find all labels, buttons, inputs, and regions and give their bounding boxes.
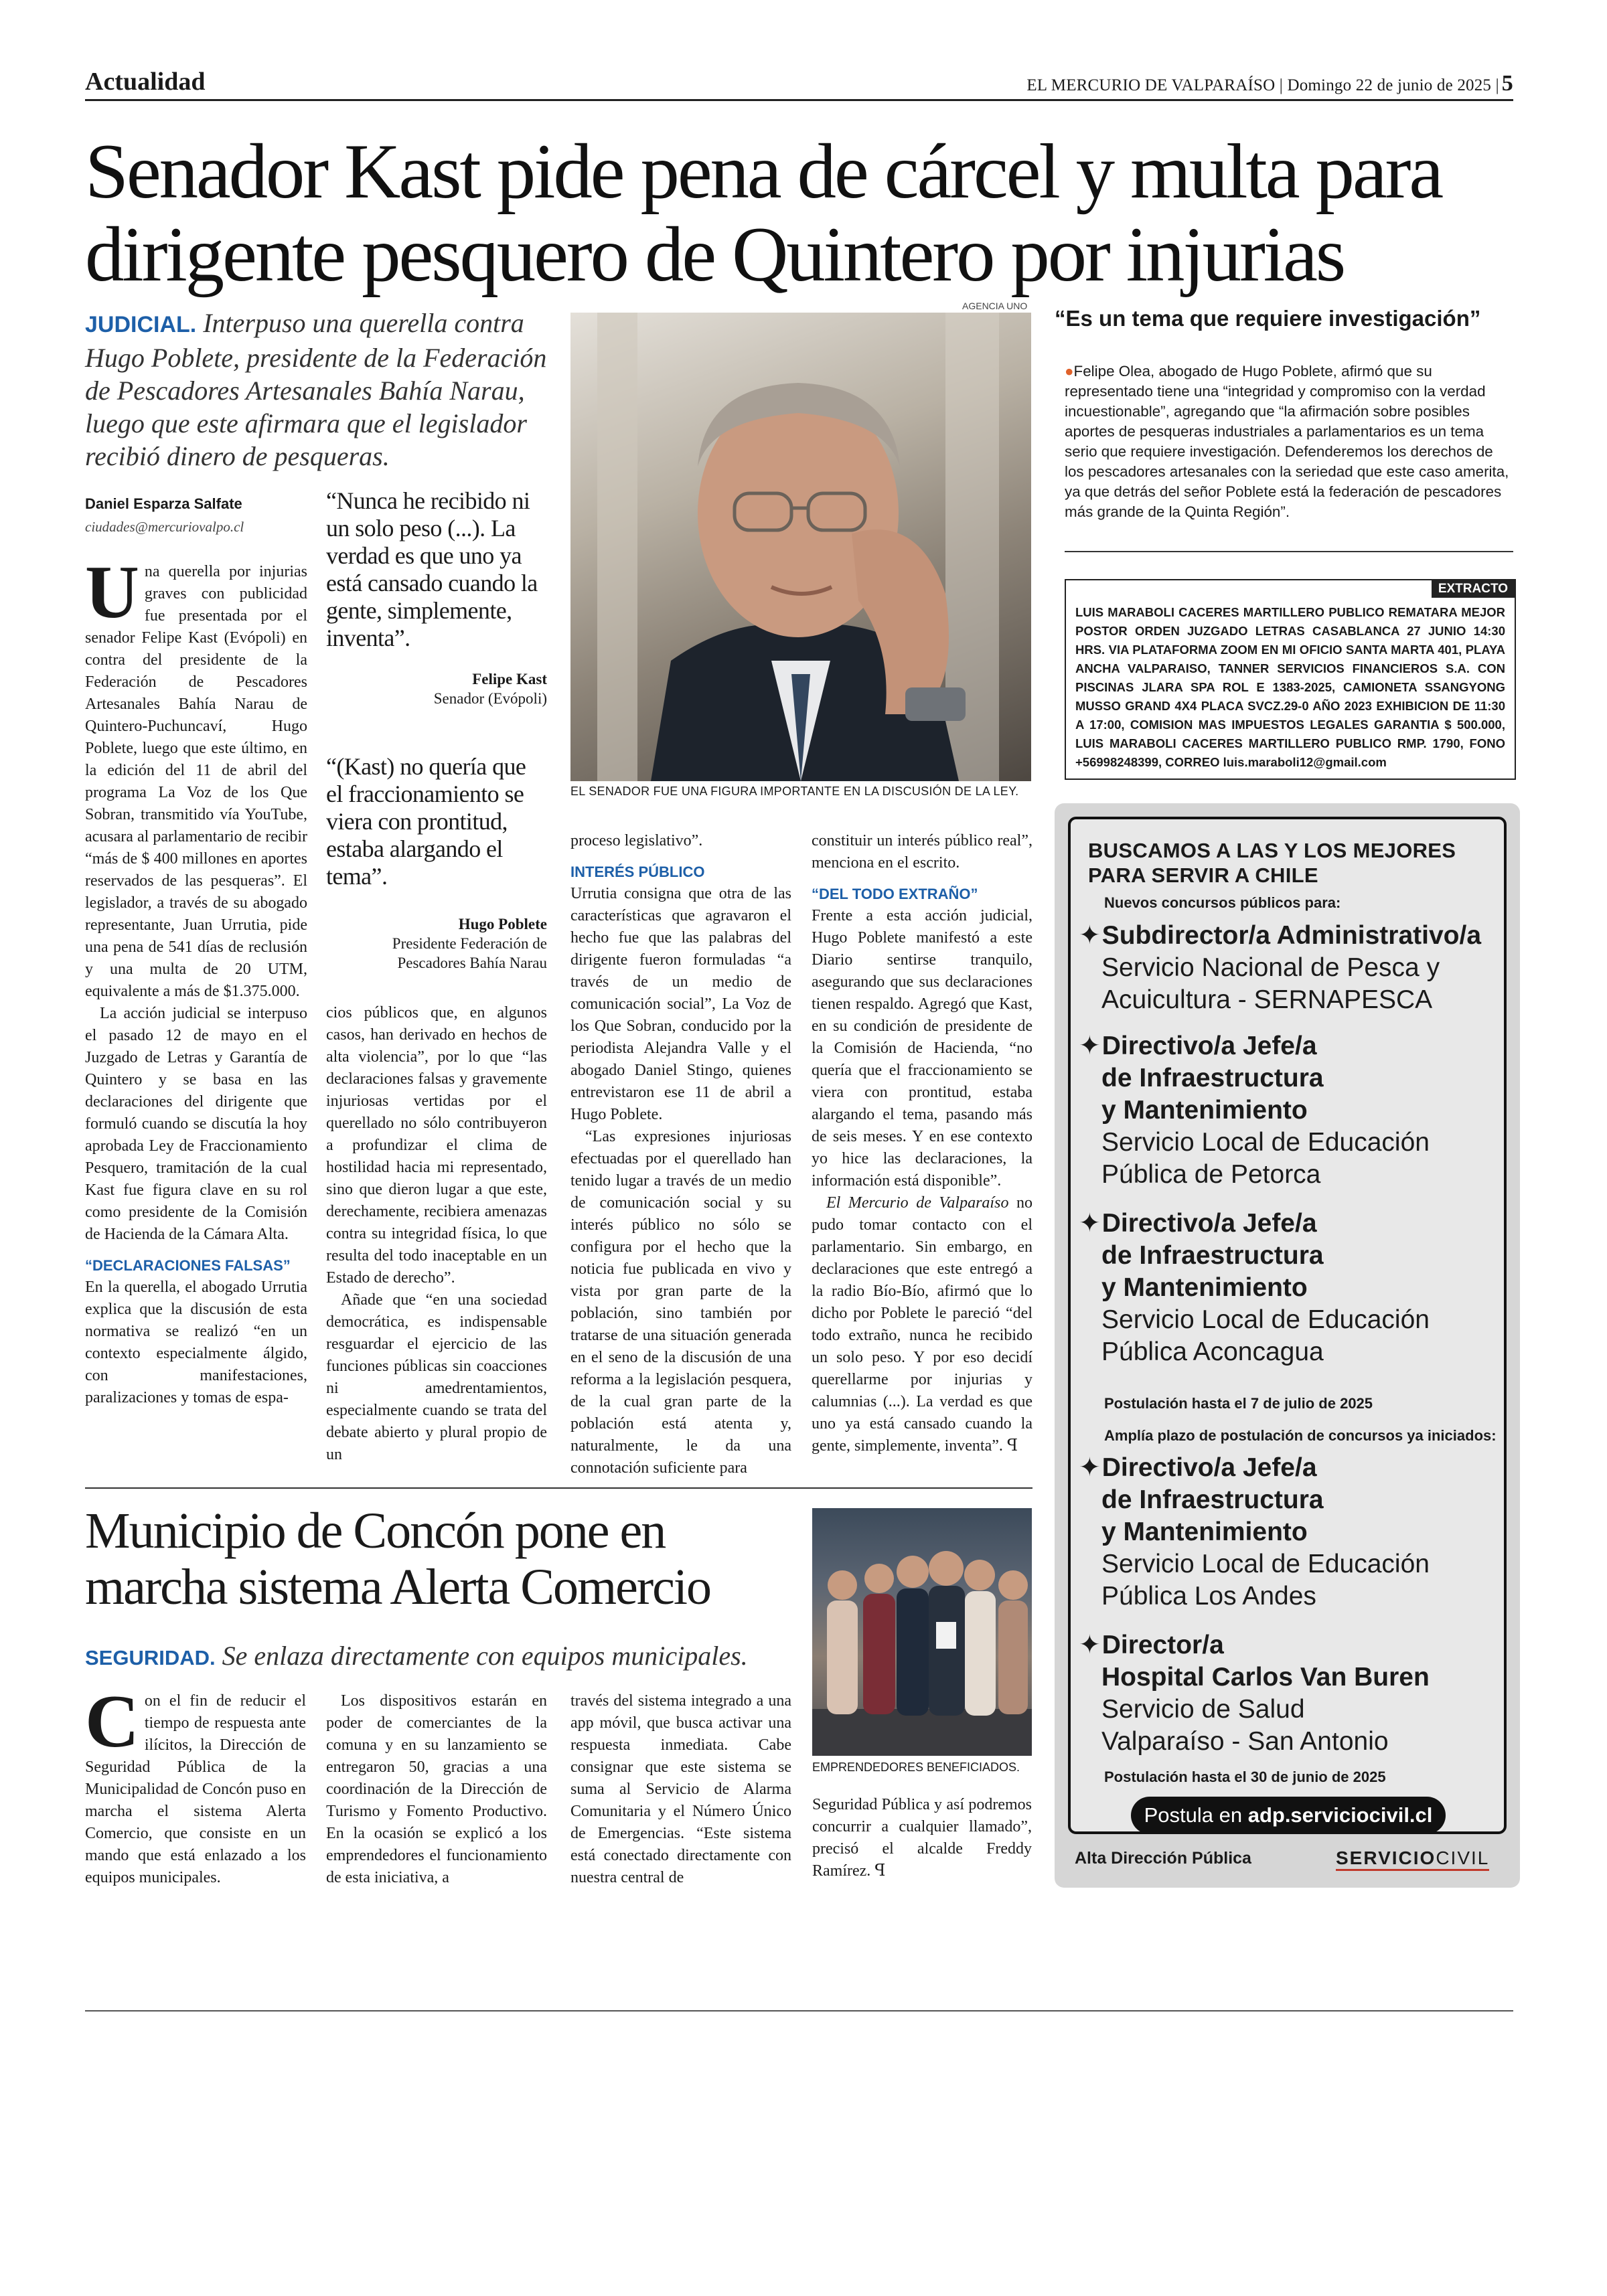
main-column-2 [326, 1002, 547, 1466]
second-lead-text: Se enlaza directamente con equipos municipales. [222, 1641, 748, 1671]
job-organization: Servicio Nacional de Pesca y [1101, 953, 1440, 982]
second-col3-paragraph: través del sistema integrado a una app móvil, que busca activar una respuesta inmediata. Cabe consignar que este sistema se suma al Servicio de Alarma Comunitaria y el Número Único de Emergencias. “Este sistema está conectado directamente con nuestra central de [570, 1692, 791, 1886]
legal-notice-box [1065, 579, 1516, 780]
job-ad-title-line-1: BUSCAMOS A LAS Y LOS MEJORES [1088, 839, 1456, 862]
main-col3-paragraph-2: Urrutia consigna que otra de las características que agravaron el hecho fue que las palabras del dirigente fueron formuladas “a través de un medio de comunicación social”, La Voz de los Que Sobran, conducido por la periodista Alejandra Valle y el abogado Daniel Stingo, quienes entrevistaron ese 11 de abril a Hugo Poblete. [570, 885, 791, 1123]
legal-notice-tag: EXTRACTO [1432, 580, 1515, 598]
main-col3-paragraph-1: proceso legislativo”. [570, 832, 703, 849]
main-col2-paragraph-2: Añade que “en una sociedad democrática, es indispensable resguardar el ejercicio de las funciones públicas sin coacciones ni amedrentamientos, especialmente cuando se trata del debate abierto y plural propio de un [326, 1291, 547, 1463]
sidebar-title: “Es un tema que requiere investigación” [1055, 306, 1481, 331]
job-organization: Pública Aconcagua [1101, 1337, 1324, 1366]
main-column-3 [570, 830, 791, 1479]
job-ad-panel [1055, 803, 1520, 1888]
main-kicker: JUDICIAL. [85, 312, 197, 337]
logo-part-a: SERVICIO [1336, 1848, 1436, 1868]
second-headline: Municipio de Concón pone en marcha sistema Alerta Comercio [85, 1503, 710, 1615]
job-title: de Infraestructura [1101, 1485, 1324, 1514]
logo-part-b: CIVIL [1436, 1848, 1490, 1868]
job-item [1079, 1030, 1501, 1191]
photo-credit: AGENCIA UNO [962, 301, 1028, 311]
deadline-note: Postulación hasta el 30 de junio de 2025 [1104, 1769, 1386, 1785]
job-organization: Pública de Petorca [1101, 1160, 1321, 1189]
pull-quote-poblete-text: “(Kast) no quería que el fraccionamiento se viera con prontitud, estaba alargando el tema”. [326, 753, 526, 890]
publication-name: EL MERCURIO DE VALPARAÍSO [1026, 76, 1276, 94]
second-col4-paragraph: Seguridad Pública y así podremos concurrir a cualquier llamado”, precisó el alcalde Freddy Ramírez. [812, 1796, 1032, 1880]
pull-quote-poblete [326, 753, 547, 973]
job-ad-frame [1068, 817, 1507, 1834]
section-name: Actualidad [85, 68, 206, 96]
job-title: ✦ Directivo/a Jefe/a [1079, 1208, 1501, 1240]
header-rule [85, 99, 1513, 101]
main-col2-paragraph-1: cios públicos que, en algunos casos, han derivado en hechos de alta violencia”, por lo que “las declaraciones falsas y gravemente injuriosas vertidas por el querellado no sólo contribuyeron a profundizar el clima de hostilidad hacia mi representado, sino que dieron lugar a que este, derechamente, recibiera amenazas contra su integridad física, lo que resulta del todo inaceptable en un Estado de derecho”. [326, 1004, 547, 1287]
sidebar-rule [1065, 551, 1513, 552]
subhead-interes-publico: INTERÉS PÚBLICO [570, 864, 705, 880]
publication-date: Domingo 22 de junio de 2025 [1287, 76, 1492, 94]
job-title: de Infraestructura [1101, 1064, 1324, 1092]
main-column-4 [812, 830, 1032, 1457]
second-col1-paragraph: on el fin de reducir el tiempo de respuesta ante ilícitos, la Dirección de Seguridad Pública de la Municipalidad de Concón puso en marcha el sistema Alerta Comercio, que consiste en un mando que está enlazado a los equipos municipales. [85, 1692, 306, 1886]
main-dropcap: U [85, 551, 139, 634]
job-item [1079, 1629, 1501, 1758]
page-folio: EL MERCURIO DE VALPARAÍSO | Domingo 22 de junio de 2025 | 5 [1026, 71, 1513, 96]
apply-url: adp.serviciocivil.cl [1247, 1803, 1433, 1827]
senator-photo [570, 313, 1031, 781]
job-organization: Acuicultura - SERNAPESCA [1101, 985, 1433, 1014]
second-lead [85, 1640, 748, 1671]
entrepreneurs-photo-illustration [812, 1508, 1032, 1756]
job-organization: Valparaíso - San Antonio [1101, 1727, 1389, 1756]
job-organization: Servicio de Salud [1101, 1695, 1305, 1724]
job-organization: Servicio Local de Educación [1101, 1128, 1430, 1157]
job-title: de Infraestructura [1101, 1241, 1324, 1270]
senator-photo-illustration [570, 313, 1031, 781]
legal-notice-text: LUIS MARABOLI CACERES MARTILLERO PUBLICO REMATARA MEJOR POSTOR ORDEN JUZGADO LETRAS CASABLANCA 27 JUNIO 14:30 HRS. VIA PLATAFORMA ZOOM EN MI OFICIO SANTA MARTA 401, PLAYA ANCHA VALPARAISO, TANNER SERVICIOS FINANCIEROS S.A. CON PISCINAS JLARA SPA ROL E 1383-2025, CAMIONETA SSANGYONG MUSSO GRAND 4X4 PLACA SVCZ.29-0 AÑO 2023 EXHIBICION DE 11:30 A 17:00, COMISION MAS IMPUESTOS LEGALES GARANTIA $ 500.000, LUIS MARABOLI CACERES MARTILLERO PUBLICO RMP. 1790, FONO +56998248399, CORREO luis.maraboli12@gmail.com [1075, 605, 1505, 769]
main-col3-paragraph-3: “Las expresiones injuriosas efectuadas por el querellado han tenido lugar a través de un medio de comunicación social y su interés público no sólo se configura por el hecho que la noticia fue publicada en vivo y vista por gran parte de la población, sino también por tratarse de una situación generada en el seno de la discusión de una reforma a la legislación pesquera, de la cual gran parte de la población está atenta y, naturalmente, le da una connotación suficiente para [570, 1128, 791, 1477]
job-title: Hospital Carlos Van Buren [1101, 1663, 1430, 1692]
job-organization: Servicio Local de Educación [1101, 1305, 1430, 1334]
main-column-1 [85, 551, 307, 1409]
ad-footer-label: Alta Dirección Pública [1075, 1849, 1251, 1868]
job-title: y Mantenimiento [1101, 1096, 1308, 1125]
pull-quote-poblete-name: Hugo Poblete [458, 916, 547, 932]
job-title: ✦ Director/a [1079, 1629, 1501, 1661]
main-col1-paragraph-1: na querella por injurias graves con publicidad fue presentada por el senador Felipe Kast (Evópoli) en contra del presidente de la Federación de Pescadores Artesanales Bahía Narau de Quintero-Puchuncaví, Hugo Poblete, luego que este último, en la edición del 11 de abril del programa La Voz de los Que Sobran, transmitido vía YouTube, acusara al parlamentario de recibir “más de $ 400 millones en aportes reservados de las pesqueras”. El legislador, a través de su abogado representante, Juan Urrutia, pide una pena de 541 días de reclusión y una multa de 20 UTM, equivalente a más de $1.375.000. [85, 563, 307, 1000]
sidebar-text [1065, 361, 1513, 522]
second-dropcap: C [85, 1680, 139, 1763]
job-title: y Mantenimiento [1101, 1518, 1308, 1546]
main-col1-paragraph-2: La acción judicial se interpuso el pasado 12 de mayo en el Juzgado de Letras y Garantía de Quintero y se basa en las declaraciones del dirigente que formuló cuando se discutía la hoy aprobada Ley de Fraccionamiento Pesquero, tramitación de la cual Kast fue figura clave en su rol como presidente de la Comisión de Hacienda de la Cámara Alta. [85, 1005, 307, 1243]
sidebar-body: Felipe Olea, abogado de Hugo Poblete, afirmó que su representado tiene una “integridad y compromiso con la verdad incuestionable”, agregando que “la afirmación sobre posibles aportes de pesqueras industriales a parlamentarios es un tema serio que requiere investigación. Defenderemos los derechos de los pescadores artesanales con la seriedad que este caso amerita, ya que detrás del señor Poblete está la federación de pescadores más grande de la Quinta Región”. [1065, 363, 1509, 520]
apply-label: Postula en [1144, 1803, 1248, 1827]
newspaper-name-italic: El Mercurio de Valparaíso [826, 1194, 1009, 1212]
entrepreneurs-photo [812, 1508, 1032, 1756]
job-item [1079, 920, 1501, 1016]
job-organization: Pública Los Andes [1101, 1582, 1316, 1611]
pull-quote-kast-text: “Nunca he recibido ni un solo peso (...). La verdad es que uno ya está cansado cuando la gente, simplemente, inventa”. [326, 487, 538, 651]
apply-button[interactable] [1131, 1797, 1446, 1834]
second-kicker: SEGURIDAD. [85, 1646, 216, 1669]
page-number: 5 [1501, 71, 1513, 96]
end-mark-icon: ꟼ [1006, 1437, 1018, 1455]
job-title: ✦ Directivo/a Jefe/a [1079, 1452, 1501, 1484]
deadline-note: Postulación hasta el 7 de julio de 2025 [1104, 1395, 1373, 1412]
main-col1-paragraph-3: En la querella, el abogado Urrutia explica que la discusión de esta normativa se realizó “en un contexto especialmente álgido, con manifestaciones, paralizaciones y tomas de espa- [85, 1279, 307, 1406]
main-col4-paragraph-3-text: no pudo tomar contacto con el parlamentario. Sin embargo, en declaraciones que este entregó a la radio Bío-Bío, afirmó que lo dicho por Poblete le pareció “del todo extraño, nunca he recibido un solo peso. Y por eso decidí querellarme por injurias y calumnias (...). La verdad es que uno ya está cansado cuando la gente, simplemente, inventa”. [812, 1194, 1032, 1455]
job-organization: Servicio Local de Educación [1101, 1550, 1430, 1578]
main-col4-paragraph-3 [812, 1192, 1032, 1457]
second-column-4 [812, 1794, 1032, 1882]
main-col4-paragraph-1: constituir un interés público real”, menciona en el escrito. [812, 832, 1032, 872]
main-lead [85, 307, 554, 473]
second-column-3 [570, 1690, 791, 1889]
job-ad-title-line-2: PARA SERVIR A CHILE [1088, 864, 1318, 887]
page-bottom-rule [85, 2010, 1513, 2012]
second-col2-paragraph: Los dispositivos estarán en poder de comerciantes de la comuna y en su lanzamiento se entregaron 50, gracias a una coordinación de la Dirección de Turismo y Fomento Productivo. En la ocasión se explicó a los emprendedores el funcionamiento de esta iniciativa, a [326, 1692, 547, 1886]
main-col4-paragraph-2: Frente a esta acción judicial, Hugo Poblete manifestó a este Diario sentirse tranquilo, asegurando que sus declaraciones tienen respaldo. Agregó que Kast, en su condición de presidente de la Comisión de Hacienda, “no quería que el fraccionamiento se viera con prontitud, estaba alargando el tema, pasando más de seis meses. Y en ese contexto yo hice las declaraciones, la información está disponible”. [812, 907, 1032, 1190]
pull-quote-poblete-role: Presidente Federación de Pescadores Bahía Narau [392, 935, 547, 971]
job-item [1079, 1208, 1501, 1368]
servicio-civil-logo [1336, 1848, 1489, 1871]
photo-caption: EL SENADOR FUE UNA FIGURA IMPORTANTE EN LA DISCUSIÓN DE LA LEY. [570, 785, 1019, 798]
job-title: y Mantenimiento [1101, 1273, 1308, 1302]
job-ad-subtitle: Nuevos concursos públicos para: [1104, 894, 1341, 911]
extension-note: Amplía plazo de postulación de concursos ya iniciados: [1104, 1427, 1497, 1444]
second-column-1 [85, 1680, 306, 1889]
pull-quote-kast [326, 487, 547, 708]
pull-quote-kast-role: Senador (Evópoli) [433, 690, 547, 707]
main-headline: Senador Kast pide pena de cárcel y multa para dirigente pesquero de Quintero por injurias [85, 129, 1442, 298]
job-ad-title [1088, 838, 1456, 888]
subhead-del-todo-extrano: “DEL TODO EXTRAÑO” [812, 886, 978, 902]
byline-email: ciudades@mercuriovalpo.cl [85, 519, 244, 535]
bullet-dot-icon: ● [1065, 363, 1074, 380]
job-item [1079, 1452, 1501, 1613]
job-title: ✦ Subdirector/a Administrativo/a [1079, 920, 1501, 952]
second-column-2 [326, 1690, 547, 1889]
pull-quote-kast-name: Felipe Kast [472, 671, 547, 687]
section-divider [85, 1487, 1032, 1489]
second-photo-caption: EMPRENDEDORES BENEFICIADOS. [812, 1760, 1020, 1774]
job-title: ✦ Directivo/a Jefe/a [1079, 1030, 1501, 1062]
main-lead-text: Interpuso una querella contra Hugo Poblete, presidente de la Federación de Pescadores Artesanales Bahía Narau, luego que este afirmara que el legislador recibió dinero de pesqueras. [85, 308, 547, 471]
byline: Daniel Esparza Salfate [85, 495, 242, 512]
end-mark-icon: ꟼ [874, 1862, 886, 1880]
subhead-declaraciones: “DECLARACIONES FALSAS” [85, 1257, 291, 1274]
